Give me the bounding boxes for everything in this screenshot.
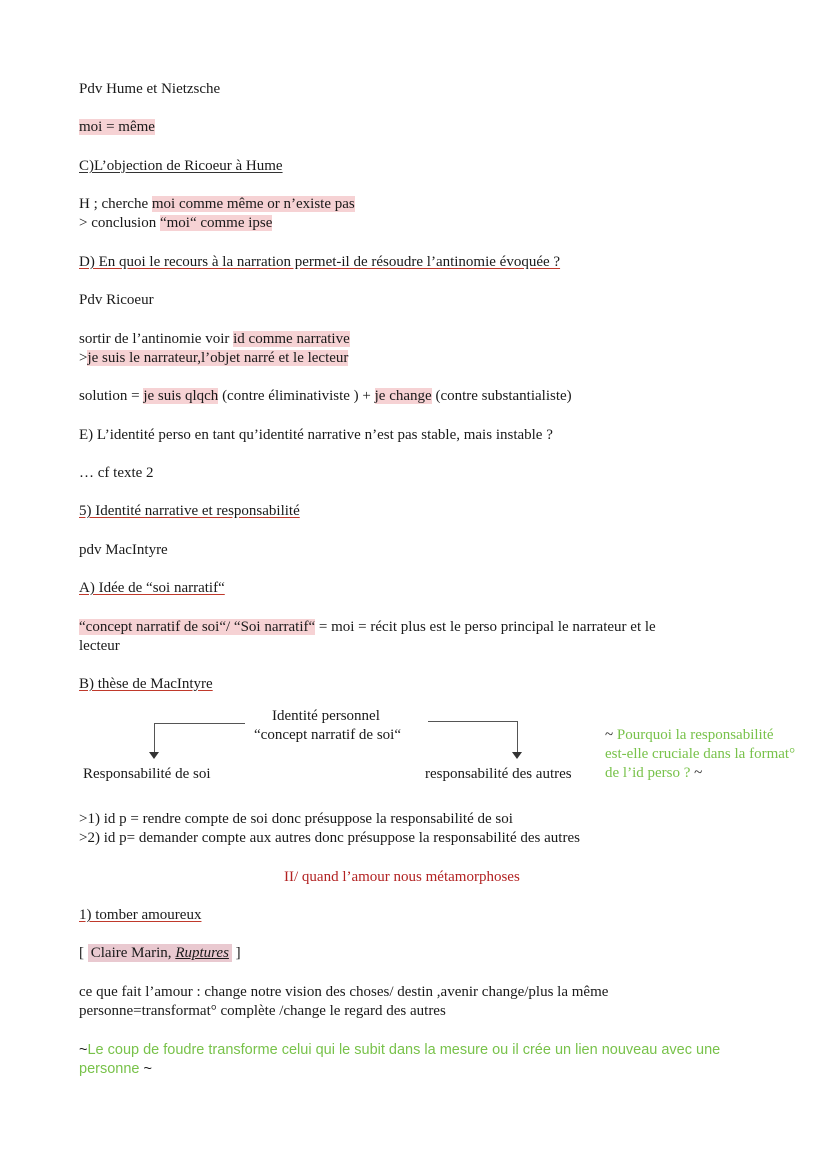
line-cf-texte: … cf texte 2 <box>79 465 154 481</box>
line-conclusion: > conclusion “moi“ comme ipse <box>79 215 273 231</box>
line-moi-meme: moi = même <box>79 119 155 135</box>
section-title: II/ quand l’amour nous métamorphoses <box>284 869 520 885</box>
subheading-responsabilite: 5) Identité narrative et responsabilité <box>79 503 300 519</box>
quote-line-2: personne ~ <box>79 1061 152 1077</box>
reference: [ Claire Marin, Ruptures ] <box>79 945 241 961</box>
right-arrow-head-icon <box>512 752 522 759</box>
line-concept-narratif: “concept narratif de soi“/ “Soi narratif“ = moi = récit plus est le perso principal le narrateur et le <box>79 619 656 635</box>
heading-pdv-hume: Pdv Hume et Nietzsche <box>79 81 221 97</box>
note-line-1: ~ Pourquoi la responsabilité <box>605 727 774 743</box>
line-pdv-ricoeur: Pdv Ricoeur <box>79 292 154 308</box>
subheading-tomber-amoureux: 1) tomber amoureux <box>79 907 202 923</box>
left-label: Responsabilité de soi <box>83 766 211 782</box>
body-line-2: personne=transformat° complète /change le regard des autres <box>79 1003 446 1019</box>
line-identite-stable: E) L’identité perso en tant qu’identité narrative n’est pas stable, mais instable ? <box>79 427 553 443</box>
right-arrow-shaft <box>517 721 518 753</box>
line-lecteur: lecteur <box>79 638 120 654</box>
subheading-objection: C)L’objection de Ricoeur à Hume <box>79 158 283 174</box>
subheading-soi-narratif: A) Idée de “soi narratif“ <box>79 580 225 596</box>
quote-line-1: ~Le coup de foudre transforme celui qui le subit dans la mesure ou il crée un lien nouveau avec une <box>79 1042 721 1058</box>
left-arrow-shaft <box>154 723 155 753</box>
line-solution: solution = je suis qlqch (contre éliminativiste ) + je change (contre substantialiste) <box>79 388 572 404</box>
right-connector <box>428 721 517 722</box>
subheading-narration: D) En quoi le recours à la narration permet-il de résoudre l’antinomie évoquée ? <box>79 254 561 270</box>
line-narrateur: >je suis le narrateur,l’objet narré et le lecteur <box>79 350 349 366</box>
line-pdv-macintyre: pdv MacIntyre <box>79 542 168 558</box>
line-h-cherche: H ; cherche moi comme même or n’existe pas <box>79 196 355 212</box>
subheading-these: B) thèse de MacIntyre <box>79 676 213 692</box>
note-line-3: de l’id perso ? ~ <box>605 765 703 781</box>
body-line-1: ce que fait l’amour : change notre vision des choses/ destin ,avenir change/plus la même <box>79 984 609 1000</box>
left-arrow-head-icon <box>149 752 159 759</box>
note-line-2: est-elle cruciale dans la format° <box>605 746 796 762</box>
diagram-center-subtitle: “concept narratif de soi“ <box>254 727 402 743</box>
left-connector <box>154 723 245 724</box>
point-1: >1) id p = rendre compte de soi donc présuppose la responsabilité de soi <box>79 811 513 827</box>
diagram-center-title: Identité personnel <box>272 708 380 724</box>
point-2: >2) id p= demander compte aux autres donc présuppose la responsabilité des autres <box>79 830 580 846</box>
line-sortir: sortir de l’antinomie voir id comme narrative <box>79 331 350 347</box>
right-label: responsabilité des autres <box>425 766 572 782</box>
